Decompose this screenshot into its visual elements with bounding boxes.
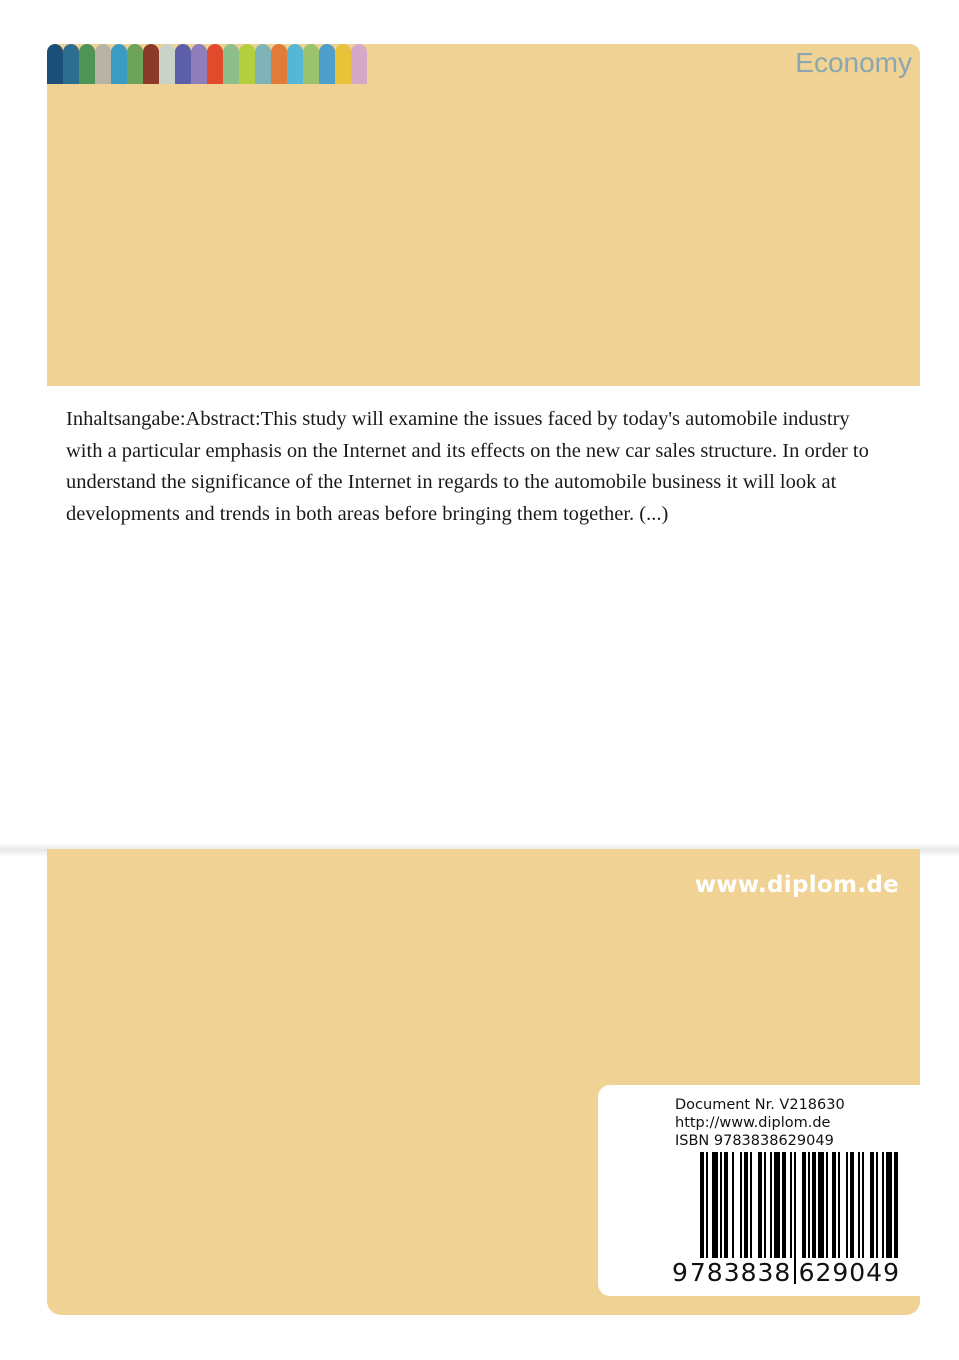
color-tab — [191, 44, 207, 84]
document-info — [675, 1096, 845, 1150]
color-tab — [63, 44, 79, 84]
color-tab — [79, 44, 95, 84]
color-tab — [335, 44, 351, 84]
color-tab — [255, 44, 271, 84]
color-tab — [207, 44, 223, 84]
color-tab — [303, 44, 319, 84]
color-tab — [111, 44, 127, 84]
color-tab — [319, 44, 335, 84]
color-tab-strip — [47, 44, 367, 84]
barcode-digits — [672, 1258, 902, 1287]
abstract-text: Inhaltsangabe:Abstract:This study will examine the issues faced by today's automobile industry with a particular emphasis on the Internet and its effects on the new car sales structure. In order to understand the significance of the Internet in regards to the automobile business it will look at developments and trends in both areas before bringing them together. (...) — [66, 408, 869, 525]
color-tab — [143, 44, 159, 84]
color-tab — [95, 44, 111, 84]
barcode-left-group: 783838 — [689, 1258, 792, 1287]
color-tab — [159, 44, 175, 84]
document-url: http://www.diplom.de — [675, 1115, 831, 1131]
color-tab — [239, 44, 255, 84]
barcode-right-group: 629049 — [798, 1258, 900, 1287]
series-label: Economy — [795, 47, 912, 78]
color-tab — [127, 44, 143, 84]
document-number: Document Nr. V218630 — [675, 1097, 845, 1113]
color-tab — [351, 44, 367, 84]
color-tab — [175, 44, 191, 84]
barcode-first-digit: 9 — [672, 1258, 688, 1287]
color-tab — [271, 44, 287, 84]
website-label: www.diplom.de — [694, 872, 899, 898]
color-tab — [47, 44, 63, 84]
isbn: ISBN 9783838629049 — [675, 1133, 834, 1149]
color-tab — [287, 44, 303, 84]
cover-top-panel — [47, 44, 920, 386]
color-tab — [223, 44, 239, 84]
